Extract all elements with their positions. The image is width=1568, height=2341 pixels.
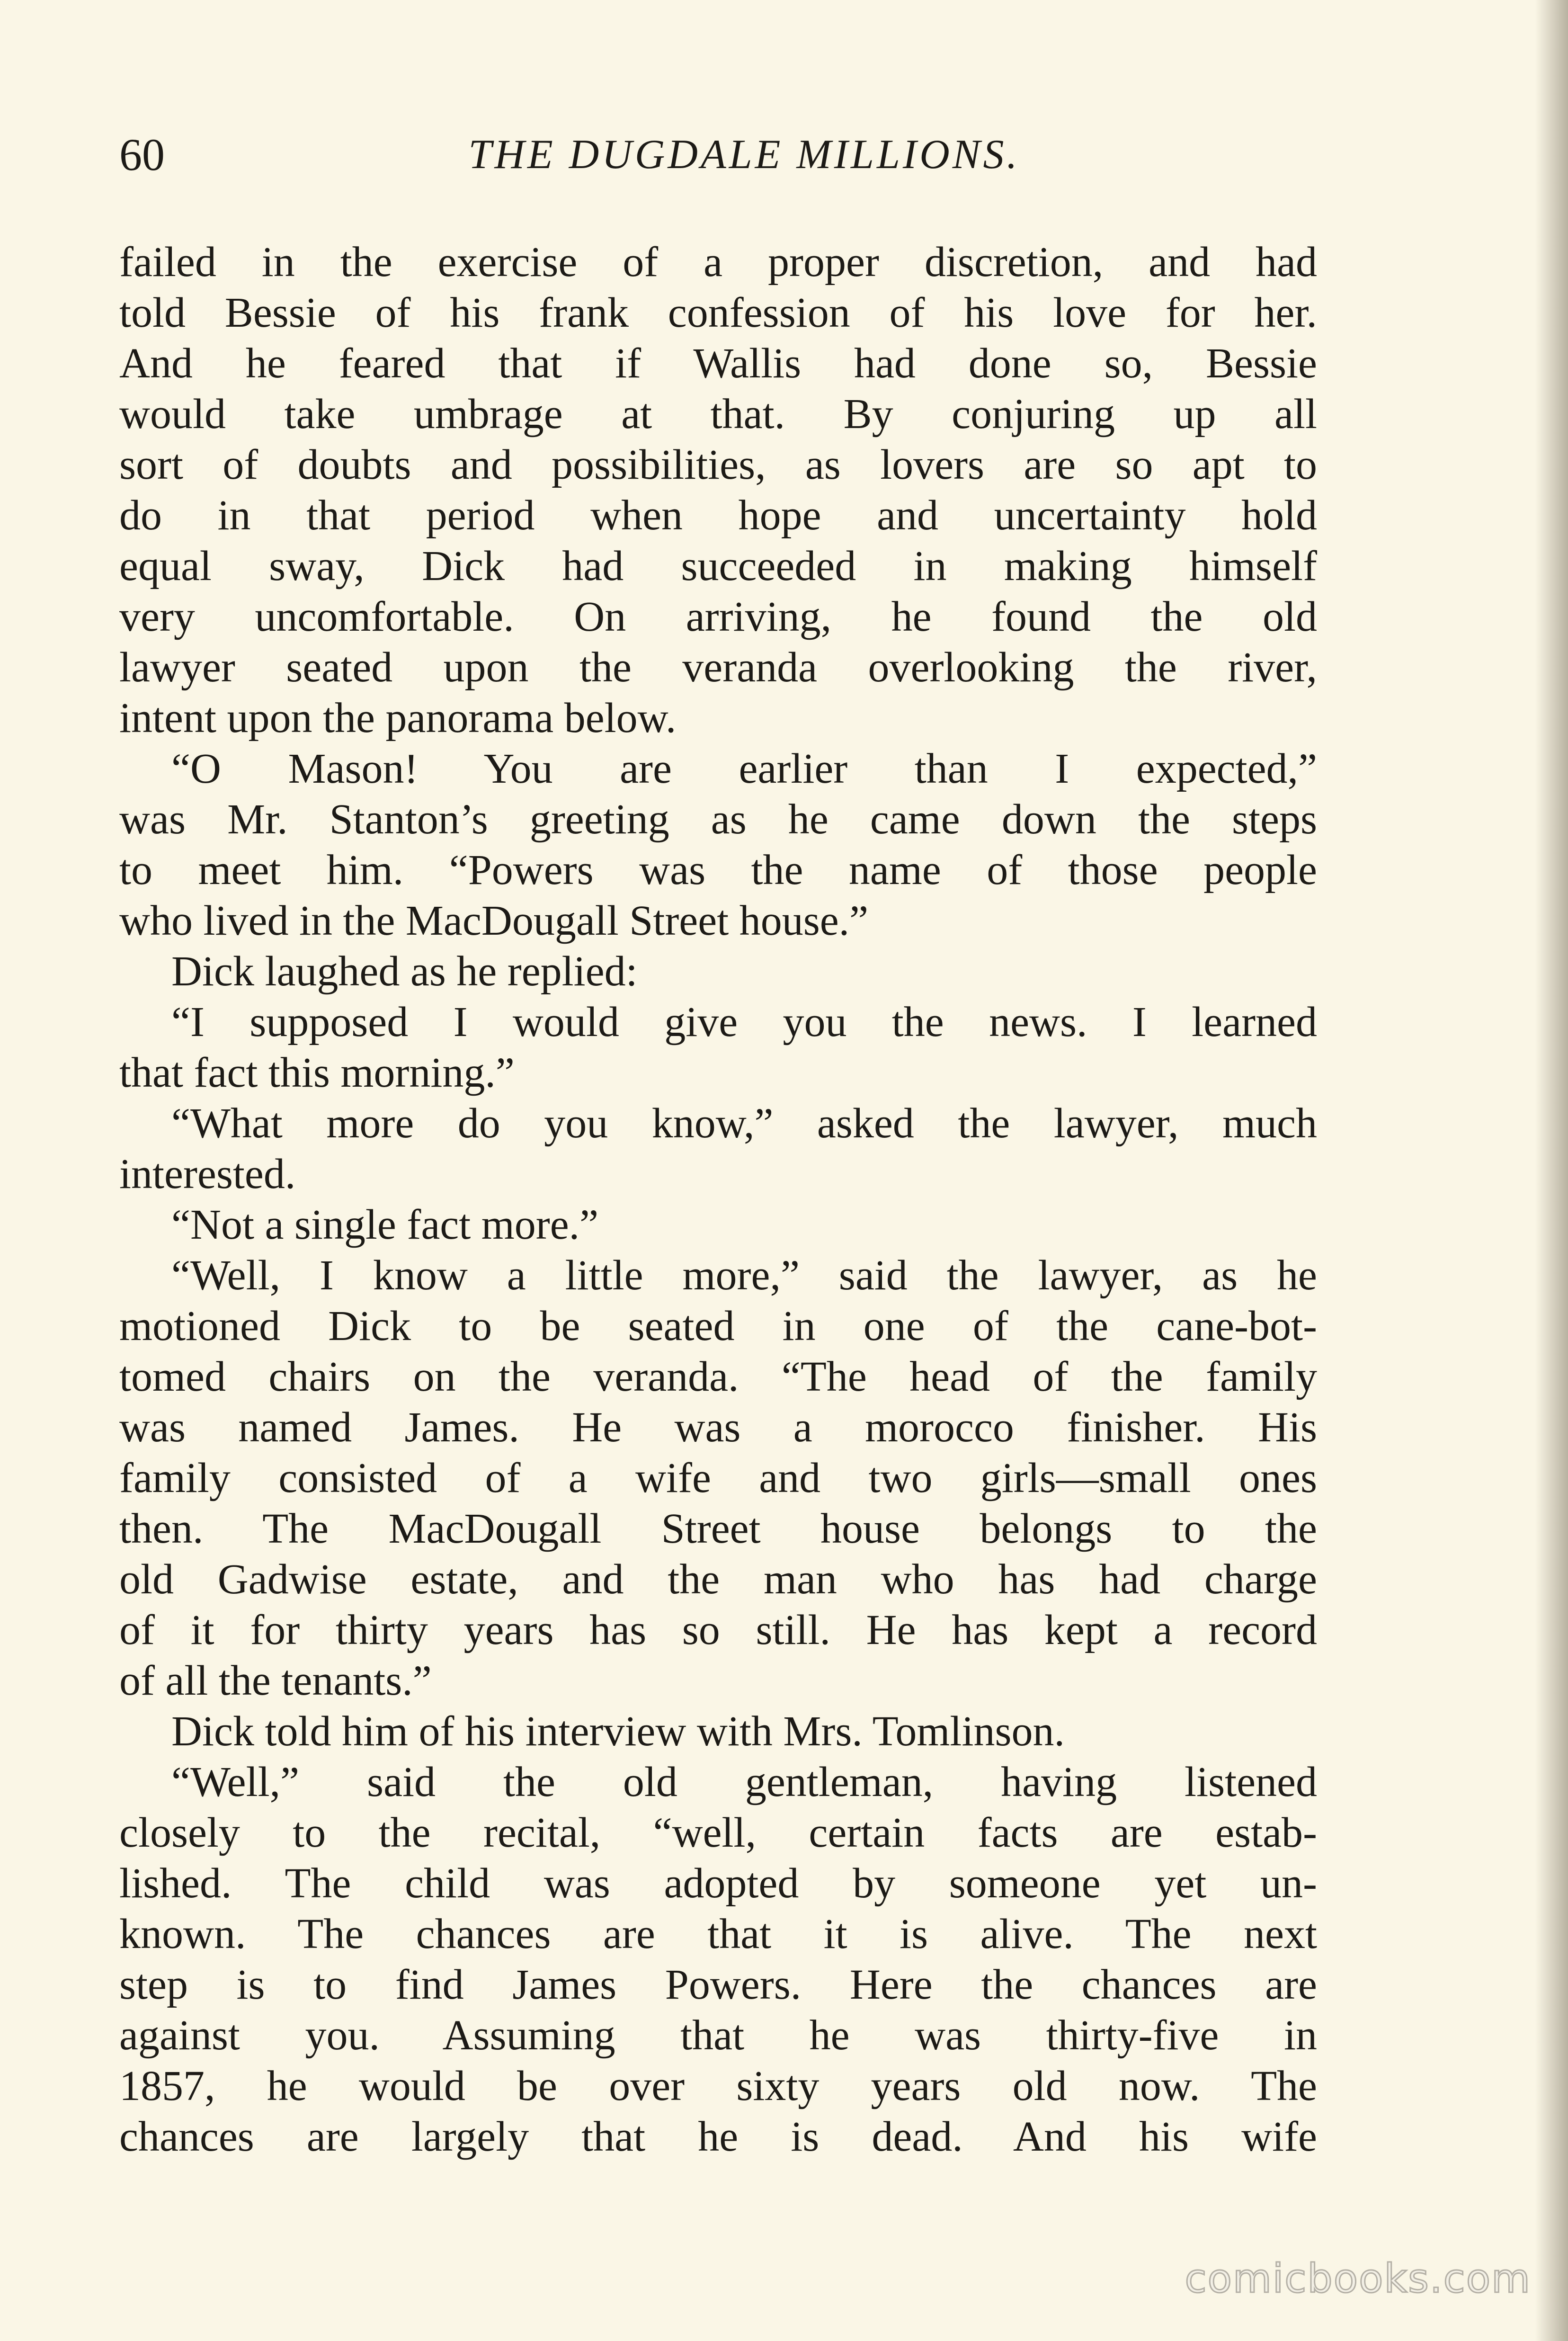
- text-line: was named James. He was a morocco finisher. His: [119, 1404, 1317, 1451]
- text-line: would take umbrage at that. By conjuring up all: [119, 391, 1317, 438]
- text-line: failed in the exercise of a proper discretion, and had: [119, 239, 1317, 286]
- text-line: of all the tenants.”: [119, 1657, 432, 1704]
- text-line: old Gadwise estate, and the man who has had charge: [119, 1556, 1317, 1603]
- page-number: 60: [119, 129, 165, 180]
- text-line: was Mr. Stanton’s greeting as he came down the steps: [119, 796, 1317, 843]
- text-line: known. The chances are that it is alive. The next: [119, 1911, 1317, 1957]
- text-line: chances are largely that he is dead. And his wife: [119, 2113, 1317, 2160]
- text-line: “Well, I know a little more,” said the lawyer, as he: [171, 1252, 1317, 1299]
- text-line: “O Mason! You are earlier than I expected,”: [171, 745, 1317, 792]
- page-header: [119, 129, 1312, 181]
- text-line: that fact this morning.”: [119, 1049, 515, 1096]
- text-line: told Bessie of his frank confession of his love for her.: [119, 289, 1317, 336]
- text-line: intent upon the panorama below.: [119, 695, 677, 742]
- text-line: Dick laughed as he replied:: [171, 948, 638, 995]
- running-title: THE DUGDALE MILLIONS.: [468, 132, 1020, 178]
- text-line: “I supposed I would give you the news. I learned: [171, 999, 1317, 1045]
- text-line: against you. Assuming that he was thirty-five in: [119, 2012, 1317, 2059]
- text-line: very uncomfortable. On arriving, he found the old: [119, 593, 1317, 640]
- text-line: “Well,” said the old gentleman, having listened: [171, 1759, 1317, 1805]
- text-line: 1857, he would be over sixty years old now. The: [119, 2063, 1317, 2109]
- text-line: of it for thirty years has so still. He has kept a record: [119, 1607, 1317, 1653]
- text-line: And he feared that if Wallis had done so, Bessie: [119, 340, 1317, 387]
- text-line: who lived in the MacDougall Street house.”: [119, 897, 869, 944]
- text-line: then. The MacDougall Street house belongs to the: [119, 1505, 1317, 1552]
- text-line: “Not a single fact more.”: [171, 1201, 599, 1248]
- body-text: [119, 237, 1317, 2162]
- text-line: interested.: [119, 1151, 296, 1197]
- text-line: Dick told him of his interview with Mrs. Tomlinson.: [171, 1708, 1065, 1755]
- text-line: equal sway, Dick had succeeded in making himself: [119, 543, 1317, 590]
- text-line: closely to the recital, “well, certain facts are estab-: [119, 1809, 1317, 1856]
- watermark: comicbooks.com: [1185, 2255, 1531, 2302]
- text-line: step is to find James Powers. Here the chances are: [119, 1961, 1317, 2008]
- page-edge-shadow: [1535, 0, 1568, 2341]
- text-line: motioned Dick to be seated in one of the cane-bot-: [119, 1303, 1317, 1349]
- text-line: sort of doubts and possibilities, as lovers are so apt to: [119, 441, 1317, 488]
- text-line: family consisted of a wife and two girls—small ones: [119, 1455, 1317, 1501]
- text-line: “What more do you know,” asked the lawyer, much: [171, 1100, 1317, 1147]
- text-line: lawyer seated upon the veranda overlooking the river,: [119, 644, 1317, 691]
- text-line: to meet him. “Powers was the name of those people: [119, 847, 1317, 894]
- text-line: do in that period when hope and uncertainty hold: [119, 492, 1317, 539]
- text-line: tomed chairs on the veranda. “The head of the family: [119, 1353, 1317, 1400]
- text-line: lished. The child was adopted by someone yet un-: [119, 1860, 1317, 1907]
